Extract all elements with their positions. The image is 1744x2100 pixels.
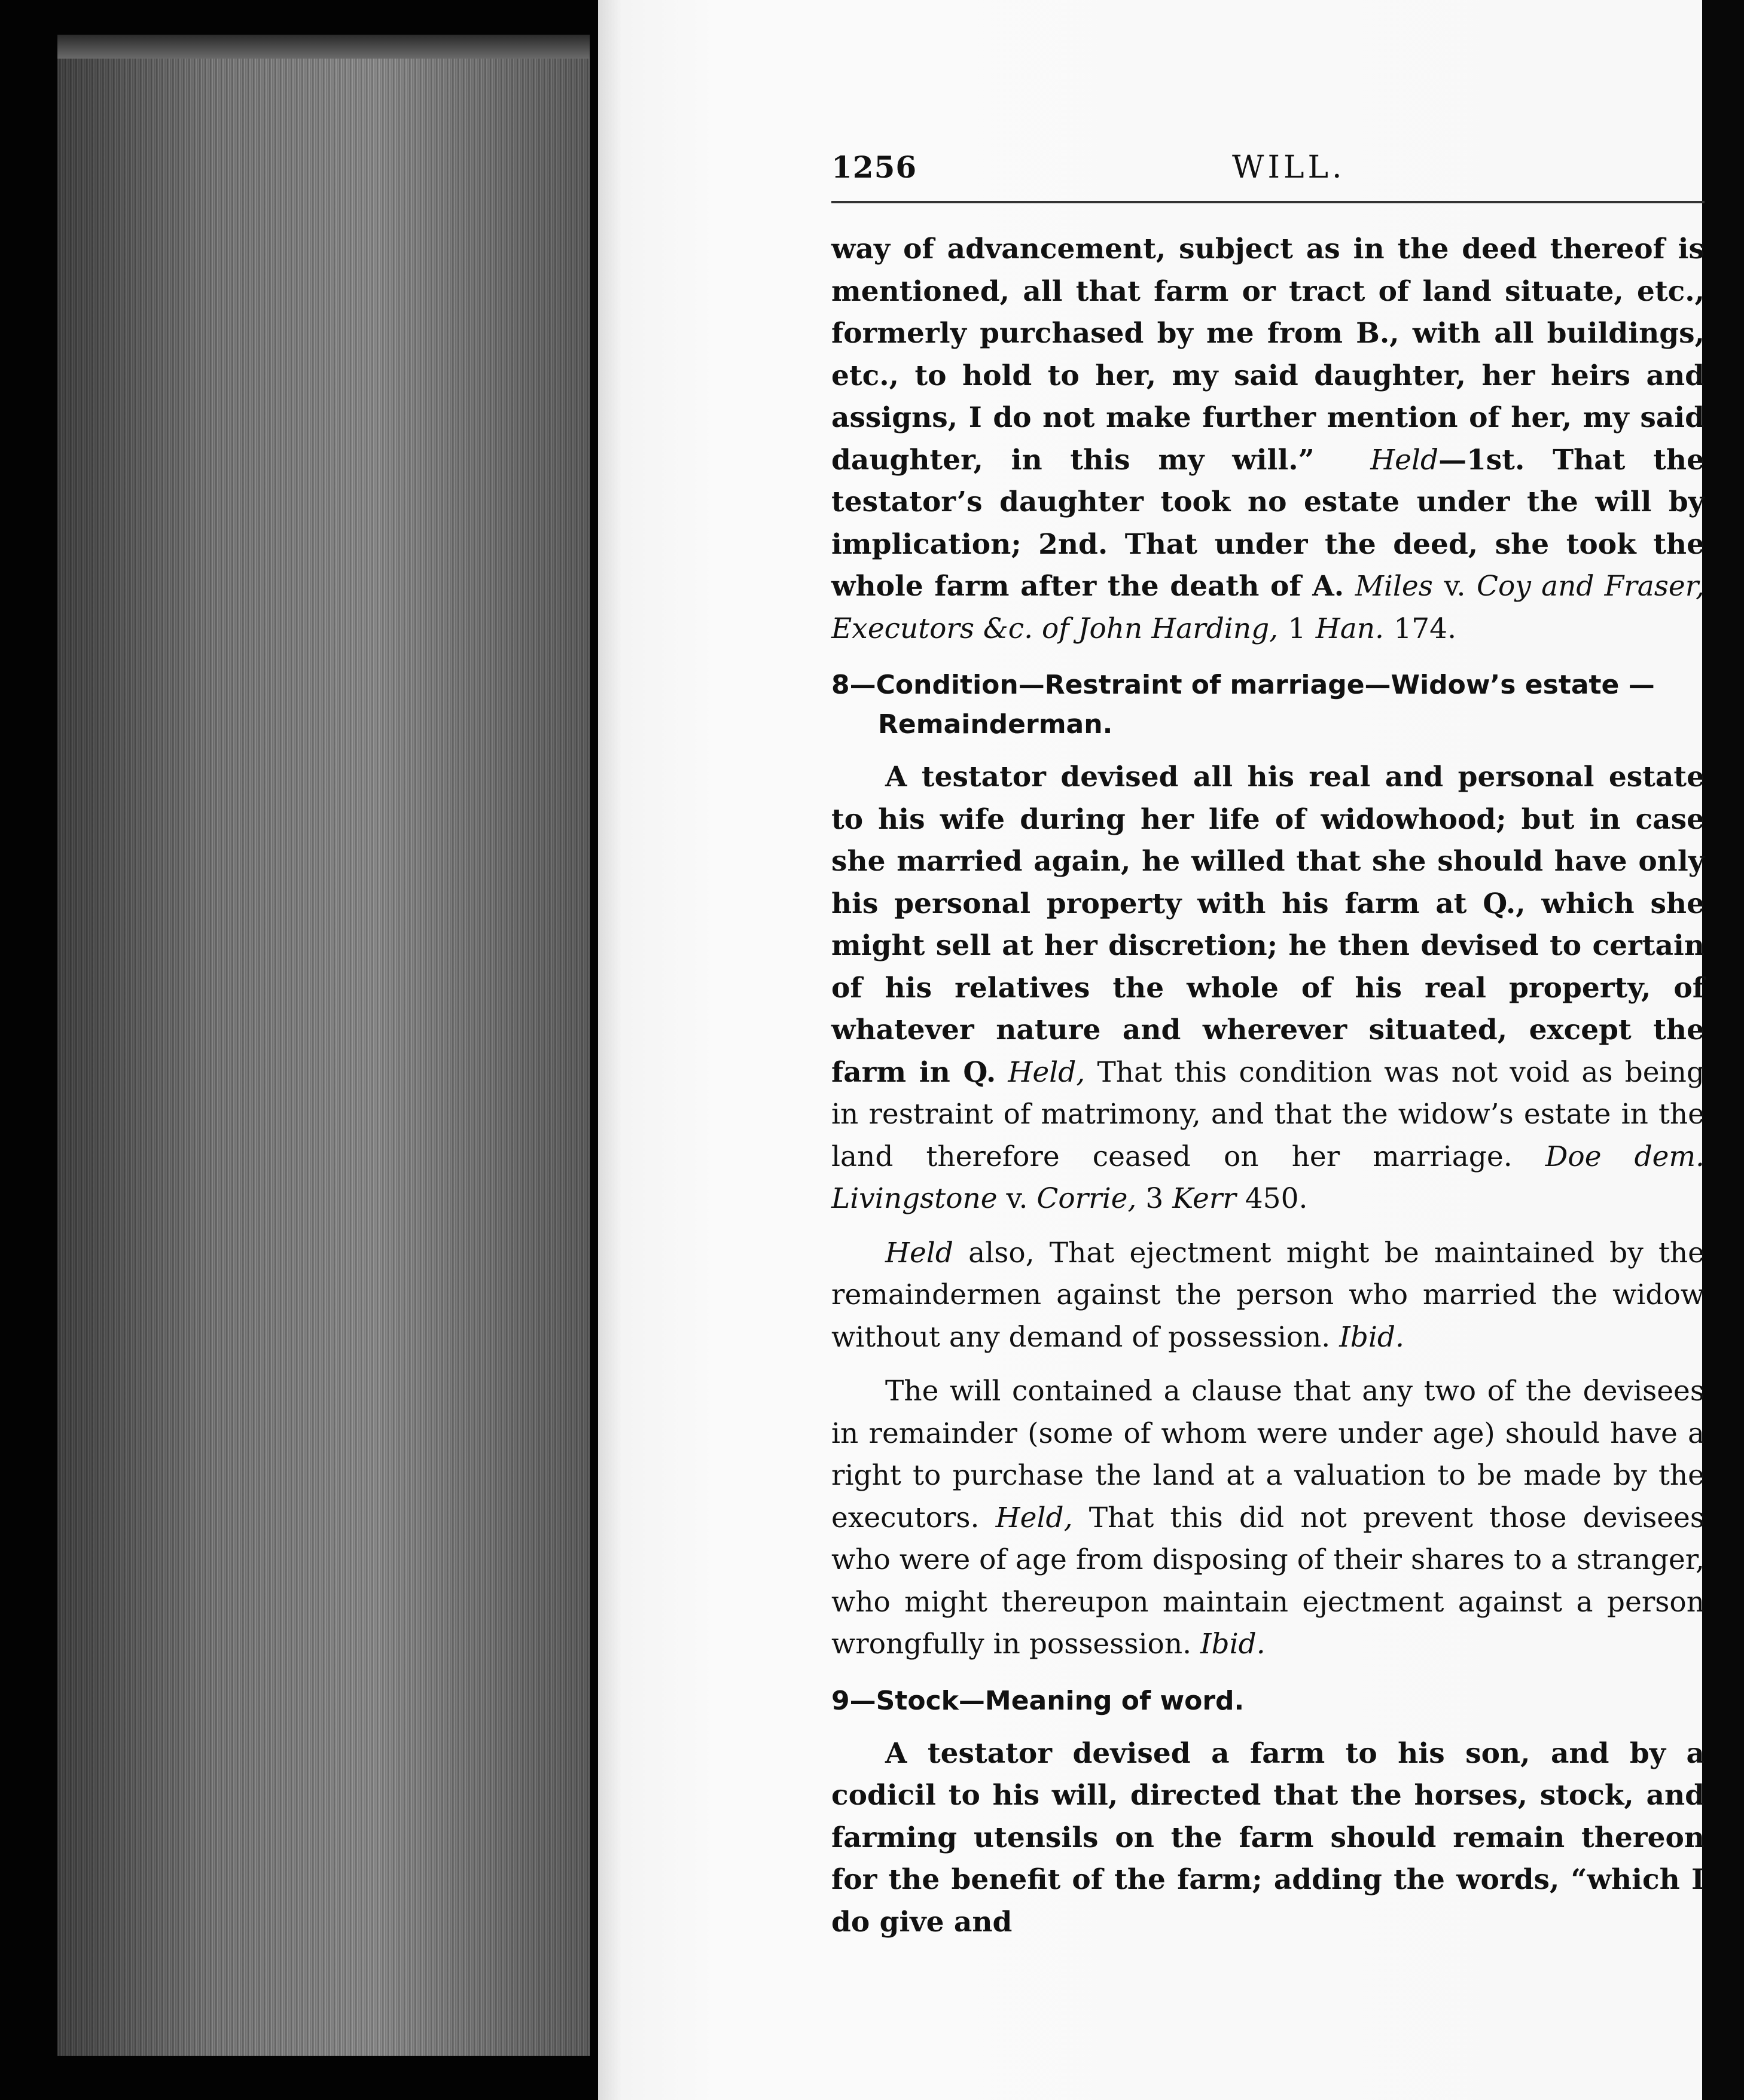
- page-stack-top-shadow: [57, 35, 590, 59]
- holding-text: —1st. That the testator’s daughter took no estate under the will by implication; 2nd. That under the deed, she took the whole farm after the death of A.: [831, 443, 1705, 603]
- held-word: Held: [1370, 443, 1439, 477]
- section-8-paragraph-2: [831, 1232, 1705, 1359]
- citation-page: 450.: [1245, 1182, 1308, 1215]
- book-fore-edge: [0, 0, 598, 2100]
- ibid: Ibid.: [1339, 1320, 1404, 1354]
- section-8-paragraph-1: [831, 756, 1705, 1220]
- page-right-border: [1702, 0, 1744, 2100]
- page-stack-shading: [57, 35, 590, 2056]
- ibid: Ibid.: [1200, 1628, 1266, 1661]
- page-stack-edge: [57, 35, 590, 2056]
- paragraph-text: A testator devised all his real and personal estate to his wife during her life of widowhood; but in case she married again, he willed that she should have only his personal property with his farm at Q., which she might sell at her discretion; he then devised to certain of his relatives the whole of his real property, of whatever nature and wherever situated, except the farm in Q.: [831, 761, 1705, 1089]
- versus: v.: [1006, 1182, 1028, 1215]
- paragraph-text: way of advancement, subject as in the deed thereof is mentioned, all that farm or tract of land situate, etc., formerly purchased by me from B., with all buildings, etc., to hold to her, my said daughter, her heirs and assigns, I do not make further mention of her, my said daughter, in this my will.”: [831, 233, 1705, 477]
- holding-text: That this condition was not void as being in restraint of matrimony, and that the widow’s estate in the land therefore ceased on her marriage.: [831, 1055, 1705, 1173]
- case-name: Miles: [1355, 570, 1433, 603]
- page-number: 1256: [831, 149, 917, 185]
- citation-volume: 3: [1145, 1182, 1164, 1215]
- continued-paragraph: [831, 228, 1705, 650]
- paragraph-text: A testator devised a farm to his son, and by a codicil to his will, directed that the horses, stock, and farming utensils on the farm should remain thereon for the benefit of the farm; adding the words, “which I do give and: [831, 1736, 1705, 1939]
- holding-text: also, That ejectment might be maintained by the remaindermen against the person who married the widow without any demand of possession.: [831, 1236, 1705, 1354]
- case-name-second: Corrie,: [1036, 1182, 1137, 1215]
- held-word: Held: [885, 1236, 953, 1269]
- citation-reporter: Kerr: [1172, 1182, 1236, 1215]
- held-word: Held,: [995, 1501, 1073, 1534]
- holding-text: That this did not prevent those devisees who were of age from disposing of their shares to a stranger, who might thereupon maintain ejectment against a person wrongfully in possession.: [831, 1501, 1705, 1661]
- section-9-paragraph-1: [831, 1733, 1705, 1944]
- case-name-second: Coy and Fraser, Executors &c. of John Harding,: [831, 570, 1705, 645]
- citation-volume: 1: [1288, 612, 1306, 645]
- running-head: [831, 144, 1705, 203]
- case-name: Doe dem. Livingstone: [831, 1140, 1705, 1215]
- versus: v.: [1444, 570, 1466, 603]
- section-8-paragraph-3: [831, 1371, 1705, 1666]
- page-text: [831, 144, 1705, 1943]
- section-9-heading: 9—Stock—Meaning of word.: [831, 1685, 1245, 1716]
- section-8-heading: 8—Condition—Restraint of marriage—Widow’s estate —Remainderman.: [831, 670, 1655, 740]
- paragraph-text: The will contained a clause that any two of the devisees in remainder (some of whom were under age) should have a right to purchase the land at a valuation to be made by the executors.: [831, 1375, 1705, 1534]
- running-head-title: WILL.: [1232, 149, 1346, 185]
- citation-page: 174.: [1394, 612, 1457, 645]
- held-word: Held,: [1008, 1055, 1086, 1089]
- citation-reporter: Han.: [1315, 612, 1384, 645]
